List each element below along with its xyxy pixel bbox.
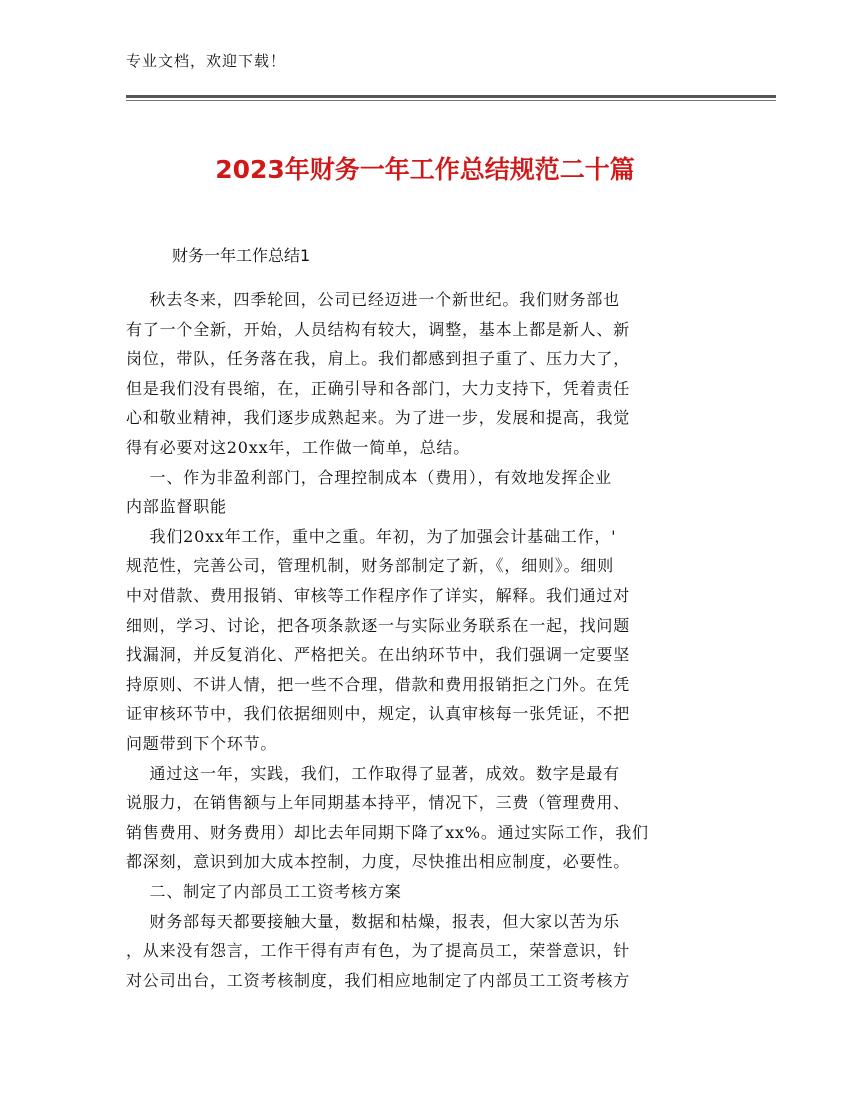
header-rule-thin <box>126 100 776 101</box>
body-line: 秋去冬来，四季轮回，公司已经迈进一个新世纪。我们财务部也 <box>126 290 620 309</box>
header-rule-thick <box>126 95 776 98</box>
body-line: 心和敬业精神，我们逐步成熟起来。为了进一步，发展和提高，我觉 <box>126 408 631 428</box>
body-line: 对公司出台，工资考核制度，我们相应地制定了内部员工工资考核方 <box>126 970 631 990</box>
body-line: 细则，学习、讨论，把各项条款逐一与实际业务联系在一起，找问题 <box>126 615 631 635</box>
body-line: ，从来没有怨言，工作干得有声有色，为了提高员工，荣誉意识，针 <box>126 941 631 961</box>
body-line: 二、制定了内部员工工资考核方案 <box>126 882 402 901</box>
body-line: 持原则、不讲人情，把一些不合理，借款和费用报销拒之门外。在凭 <box>126 674 631 694</box>
body-line: 但是我们没有畏缩，在，正确引导和各部门，大力支持下，凭着责任 <box>126 378 631 398</box>
body-line: 问题带到下个环节。 <box>126 734 278 753</box>
body-line: 通过这一年，实践，我们，工作取得了显著，成效。数字是最有 <box>126 763 620 783</box>
body-line: 都深刻，意识到加大成本控制，力度，尽快推出相应制度，必要性。 <box>126 852 631 872</box>
document-title: 2023年财务一年工作总结规范二十篇 <box>215 155 635 184</box>
body-line: 岗位，带队，任务落在我，肩上。我们都感到担子重了、压力大了， <box>126 349 631 369</box>
section-heading: 财务一年工作总结1 <box>172 246 311 265</box>
body-line: 规范性，完善公司，管理机制，财务部制定了新，《，细则》。细则 <box>126 556 615 576</box>
body-line: 我们20xx年工作，重中之重。年初，为了加强会计基础工作，' <box>126 526 617 546</box>
body-line: 内部监督职能 <box>126 497 227 517</box>
body-line: 中对借款、费用报销、审核等工作程序作了详实，解释。我们通过对 <box>126 586 631 605</box>
body-line: 证审核环节中，我们依据细则中，规定，认真审核每一张凭证，不把 <box>126 704 631 724</box>
body-line: 找漏洞，并反复消化、严格把关。在出纳环节中，我们强调一定要坚 <box>126 645 631 665</box>
header-note: 专业文档，欢迎下载！ <box>126 52 287 70</box>
body-line: 说服力，在销售额与上年同期基本持平，情况下，三费（管理费用、 <box>126 793 631 813</box>
body-line: 有了一个全新，开始，人员结构有较大，调整，基本上都是新人、新 <box>126 319 631 339</box>
body-line: 得有必要对这20xx年，工作做一简单，总结。 <box>126 438 471 457</box>
body-line: 一、作为非盈利部门，合理控制成本（费用），有效地发挥企业 <box>126 467 612 487</box>
body-line: 销售费用、财务费用）却比去年同期下降了xx%。通过实际工作，我们 <box>126 822 649 842</box>
body-line: 财务部每天都要接触大量，数据和枯燥，报表，但大家以苦为乐 <box>126 911 620 931</box>
